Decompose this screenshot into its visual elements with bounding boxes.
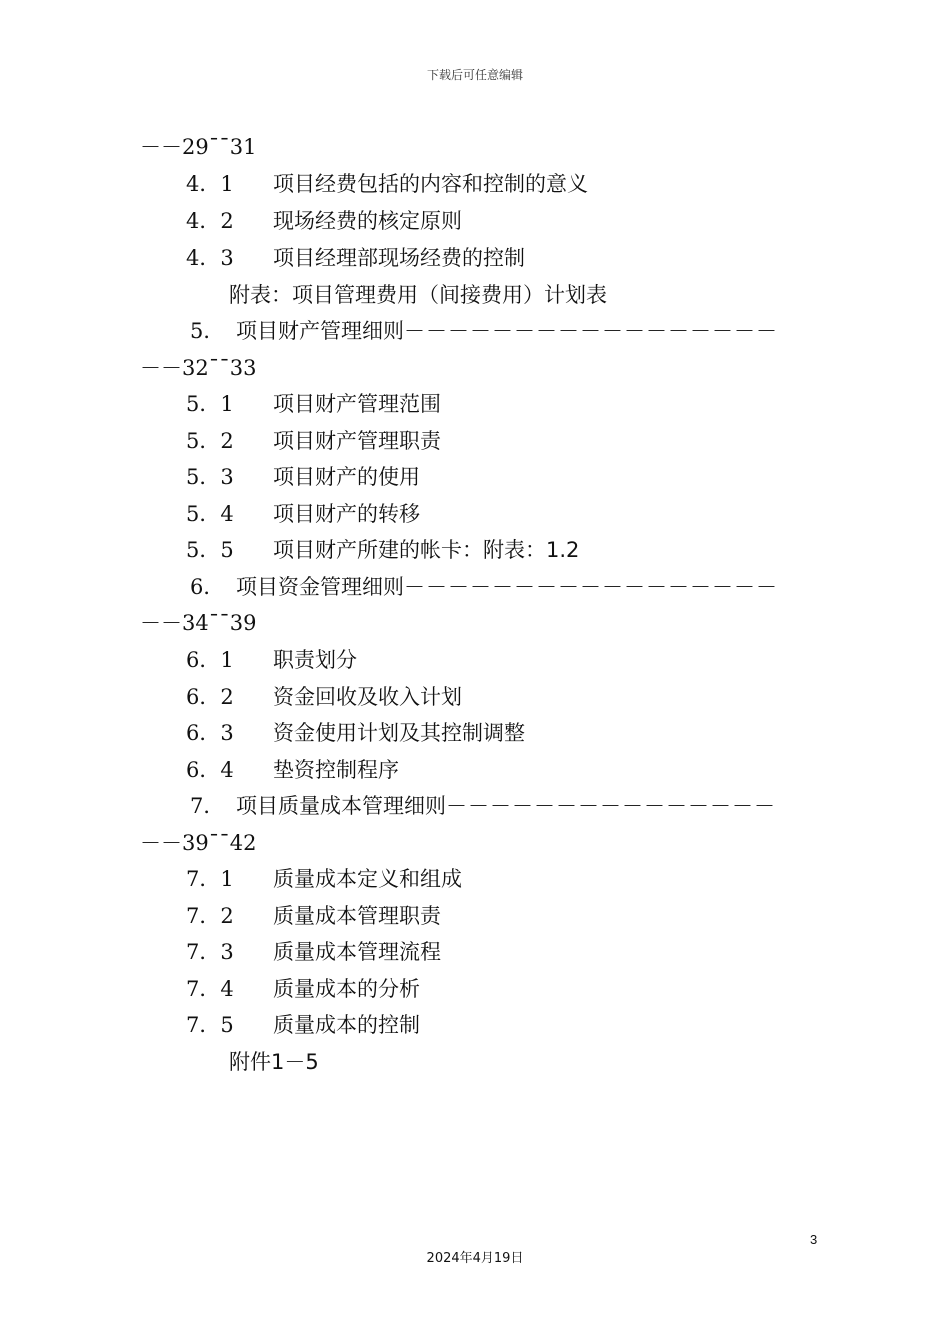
toc-section [190, 574, 778, 600]
toc-item [186, 720, 525, 746]
toc-item-title: 项目财产的使用 [273, 465, 420, 489]
toc-appendix [229, 282, 607, 308]
toc-item-title: 资金使用计划及其控制调整 [273, 721, 525, 745]
toc-item [186, 501, 420, 527]
page-footer-date: 2024年4月19日 [426, 1251, 524, 1266]
toc-item [186, 171, 588, 197]
toc-item-number: 6．1 [186, 648, 234, 672]
toc-item-title: 项目经理部现场经费的控制 [273, 246, 525, 270]
toc-item [186, 647, 357, 673]
toc-item-title: 项目经费包括的内容和控制的意义 [273, 172, 588, 196]
toc-item-title: 项目财产所建的帐卡：附表：1.2 [273, 538, 580, 562]
toc-item [186, 245, 525, 271]
toc-item [186, 428, 441, 454]
toc-item-number: 6．4 [186, 758, 234, 782]
toc-item-number: 7．1 [186, 867, 234, 891]
toc-pageref: －－39¯¯42 [140, 831, 257, 855]
toc-item [186, 1012, 420, 1038]
toc-item-title: 垫资控制程序 [273, 758, 399, 782]
toc-item-number: 5．4 [186, 502, 234, 526]
toc-leader: －－－－－－－－－－－－－－－－－ [404, 575, 778, 599]
toc-item-number: 4．3 [186, 246, 234, 270]
toc-item [186, 976, 420, 1002]
toc-section-number: 7． [190, 794, 225, 818]
toc-item-number: 5．5 [186, 538, 234, 562]
toc-appendix-title: 附件1－5 [229, 1050, 319, 1074]
toc-item-number: 7．2 [186, 904, 234, 928]
page-header: 下载后可任意编辑 [426, 68, 523, 82]
toc-item-title: 质量成本管理流程 [273, 940, 441, 964]
toc-item [186, 903, 441, 929]
toc-item-title: 质量成本定义和组成 [273, 867, 462, 891]
toc-item-number: 5．2 [186, 429, 234, 453]
toc-section-number: 5． [190, 319, 225, 343]
toc-item [186, 684, 462, 710]
toc-item-number: 7．3 [186, 940, 234, 964]
toc-section-title: 项目资金管理细则 [236, 575, 404, 599]
toc-item-title: 质量成本的分析 [273, 977, 420, 1001]
toc-section-number: 6． [190, 575, 225, 599]
toc-item-number: 4．2 [186, 209, 234, 233]
toc-item [186, 866, 462, 892]
toc-leader: －－－－－－－－－－－－－－－ [446, 794, 776, 818]
toc-item-title: 项目财产的转移 [273, 502, 420, 526]
toc-item-title: 资金回收及收入计划 [273, 685, 462, 709]
toc-pageref: －－34¯¯39 [140, 611, 257, 635]
toc-item-title: 现场经费的核定原则 [273, 209, 462, 233]
toc-item-title: 项目财产管理范围 [273, 392, 441, 416]
toc-appendix-title: 附表：项目管理费用（间接费用）计划表 [229, 283, 607, 307]
toc-appendix [229, 1049, 319, 1075]
toc-item-title: 质量成本的控制 [273, 1013, 420, 1037]
toc-section [190, 318, 778, 344]
toc-item-title: 职责划分 [273, 648, 357, 672]
toc-section-title: 项目财产管理细则 [236, 319, 404, 343]
toc-item-number: 4．1 [186, 172, 234, 196]
page-number: 3 [810, 1232, 818, 1247]
toc-item-number: 5．3 [186, 465, 234, 489]
toc-item-number: 7．4 [186, 977, 234, 1001]
toc-section-title: 项目质量成本管理细则 [236, 794, 446, 818]
toc-item-number: 6．2 [186, 685, 234, 709]
toc-item-title: 项目财产管理职责 [273, 429, 441, 453]
toc-pageref: －－32¯¯33 [140, 356, 257, 380]
toc-item [186, 391, 441, 417]
toc-item [186, 757, 399, 783]
toc-item [186, 464, 420, 490]
toc-item [186, 537, 579, 563]
toc-item-number: 5．1 [186, 392, 234, 416]
toc-section [190, 793, 776, 819]
toc-item-number: 7．5 [186, 1013, 234, 1037]
toc-pageref: －－29¯¯31 [140, 135, 257, 159]
toc-item-title: 质量成本管理职责 [273, 904, 441, 928]
toc-item [186, 939, 441, 965]
toc-item-number: 6．3 [186, 721, 234, 745]
toc-item [186, 208, 462, 234]
toc-leader: －－－－－－－－－－－－－－－－－ [404, 319, 778, 343]
